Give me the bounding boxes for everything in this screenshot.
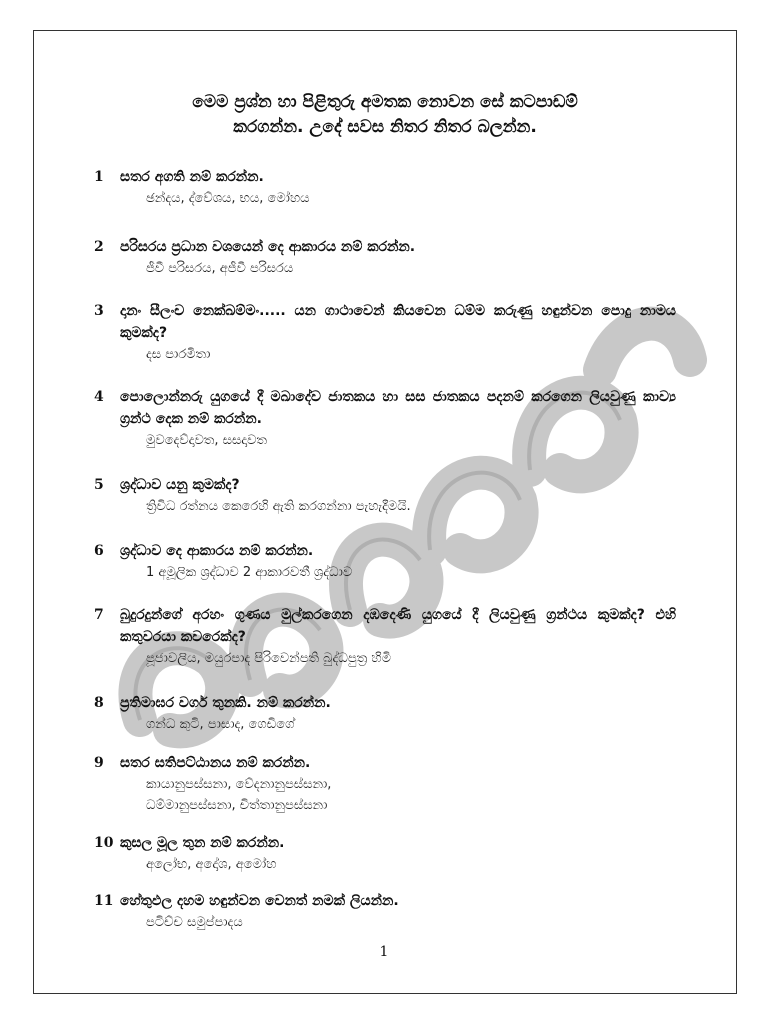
qa-item <box>94 236 676 279</box>
question-text: පරිසරය ප්‍රධාන වශයෙන් දෙ ආකාරය නම් කරන්න. <box>120 239 416 255</box>
question-number: 8 <box>94 695 104 711</box>
question-number: 3 <box>94 303 104 319</box>
answer: පටිච්ච සමුප්පාදය <box>146 915 243 930</box>
question <box>94 300 676 344</box>
question-number: 2 <box>94 239 104 255</box>
question-number: 10 <box>94 835 114 851</box>
question <box>94 890 676 912</box>
qa-item <box>94 474 676 517</box>
qa-item <box>94 832 676 875</box>
answer: ධම්මානුපස්සනා, චිත්තානුපස්සනා <box>146 798 328 813</box>
question-number: 7 <box>94 607 104 623</box>
answer: කායානුපස්සනා, වේදනානුපස්සනා, <box>146 777 332 792</box>
question-text: සතර අගති නම් කරන්න. <box>120 169 264 185</box>
qa-item <box>94 890 676 933</box>
page-number: 1 <box>379 944 389 960</box>
question-text: කුසල මූල තුන නම් කරන්න. <box>120 835 285 851</box>
question-text: ශ්‍රද්ධාව දෙ ආකාරය නම් කරන්න. <box>120 543 314 559</box>
answer: දස පාරමිතා <box>146 347 211 362</box>
answer: මුවදෙව්දාවත, සසදාවත <box>146 433 267 448</box>
answer: පූජාවලිය, මයුරපාද පිරිවෙන්පති බුද්ධපුත්‍ර හිමි <box>146 651 391 666</box>
qa-item <box>94 604 676 669</box>
question <box>94 832 676 854</box>
qa-item <box>94 692 676 735</box>
question <box>94 752 676 774</box>
question <box>94 692 676 714</box>
question <box>94 604 676 648</box>
answer: 1 අමූලික ශ්‍රද්ධාව 2 ආකාරවතී ශ්‍රද්ධාව <box>146 565 353 580</box>
answer: අලෝභ, අදෝශ, අමෝහ <box>146 857 277 872</box>
question-number: 9 <box>94 755 104 771</box>
qa-item <box>94 300 676 365</box>
question <box>94 474 676 496</box>
question-number: 11 <box>94 893 114 909</box>
question <box>94 166 676 188</box>
answer: ගන්ධ කුටි, පාසාද, ගෙඩිගේ <box>146 717 295 732</box>
qa-item <box>94 166 676 209</box>
question-text: දානං සීලංච නෙක්ඛම්මං..... යන ගාථාවෙන් කියවෙන ධම්ම කරුණු හඳුන්වන පොදු නාමය කුමක්ද? <box>120 303 676 341</box>
answer: ත්‍රිවිධ රත්නය කෙරෙහි ඇති කරගන්නා පැහැදීමයි. <box>146 499 411 514</box>
question <box>94 540 676 562</box>
question-text: ප්‍රතිමාඝර වර්ග තුනකි. නම් කරන්න. <box>120 695 331 711</box>
answer: ඡන්දය, ද්වේශය, භය, මෝහය <box>146 191 310 206</box>
question-text: හේතුඵල දහම හඳුන්වන වෙනත් නමක් ලියන්න. <box>120 893 399 909</box>
answer: ජීවී පරිසරය, අජීවී පරිසරය <box>146 261 294 276</box>
question-text: පොලොන්නරු යුගයේ දී මඛාදේව ජාතකය හා සස ජාතකය පදනම් කරගෙන ලියවුණු කාව්‍ය ග්‍රන්ථ දෙක නම් කරන්න. <box>120 389 676 427</box>
question <box>94 386 676 430</box>
question-text: සතර සතිපට්ඨානය නම් කරන්න. <box>120 755 311 771</box>
question-number: 5 <box>94 477 104 493</box>
page-heading-line1: මෙම ප්‍රශ්න හා පිළිතුරු අමතක නොවන සේ කටපාඩම් <box>192 92 578 112</box>
question-text: බුදුරදුන්ගේ අරහං ගුණය මුල්කරගෙන දඹදෙණි යුගයේ දී ලියවුණු ග්‍රන්ථය කුමක්ද? එහි කතුවරයා කවරෙක්ද? <box>120 607 676 645</box>
qa-item <box>94 386 676 451</box>
question-number: 6 <box>94 543 104 559</box>
question-number: 4 <box>94 389 104 405</box>
question-text: ශ්‍රද්ධාව යනු කුමක්ද? <box>120 477 240 493</box>
question-number: 1 <box>94 169 104 185</box>
qa-item <box>94 540 676 583</box>
page-heading-line2: කරගන්න. උදේ සවස නිතර නිතර බලන්න. <box>233 117 537 137</box>
qa-item <box>94 752 676 816</box>
question <box>94 236 676 258</box>
